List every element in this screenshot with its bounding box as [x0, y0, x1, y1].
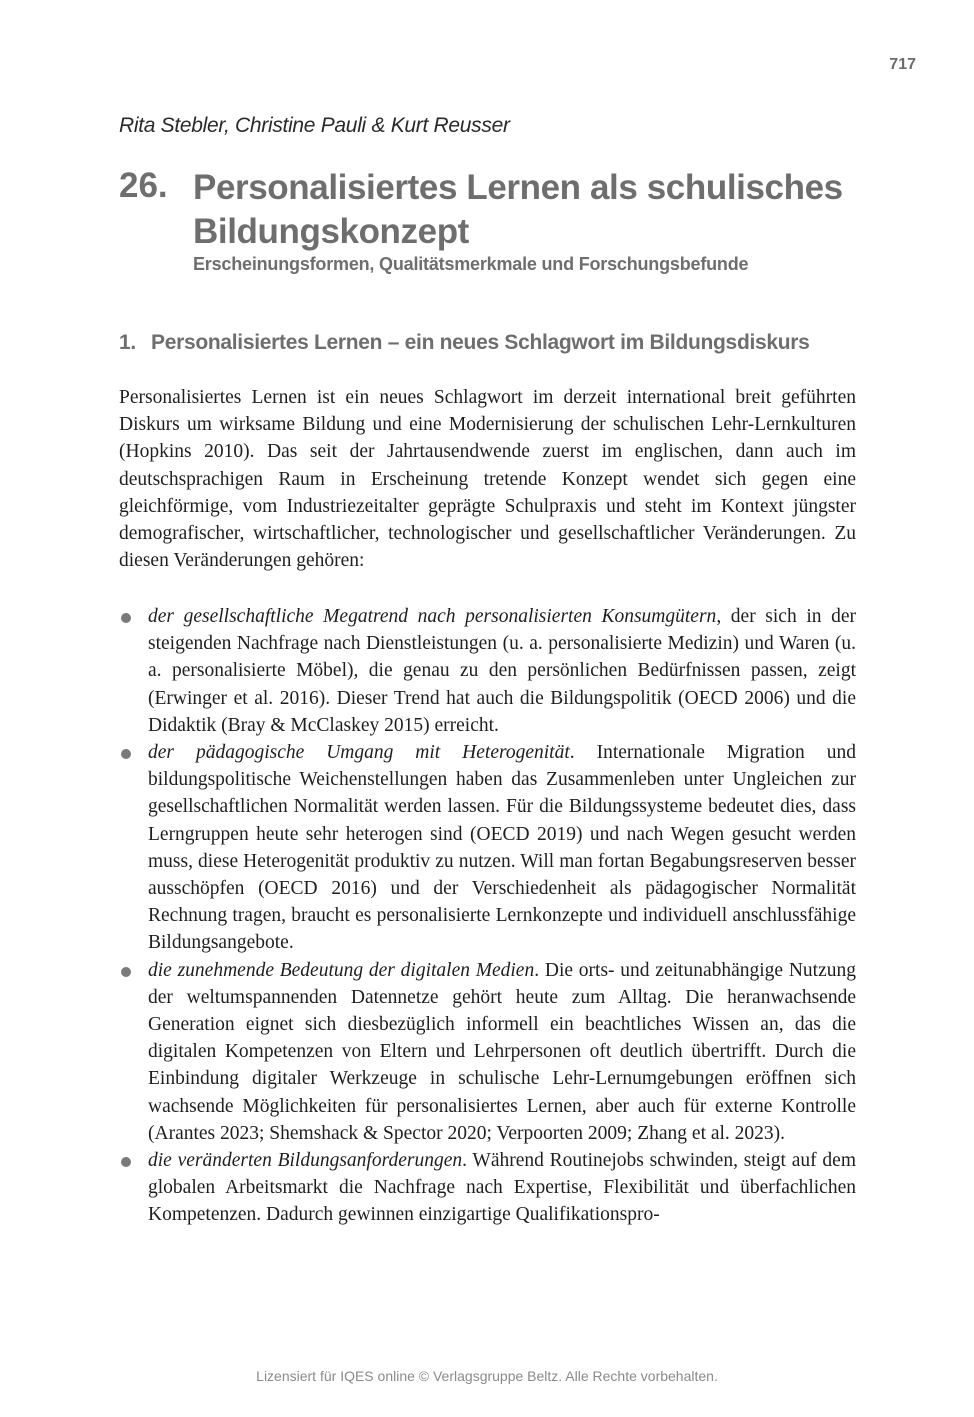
intro-paragraph: Personalisiertes Lernen ist ein neues Schlagwort im derzeit international breit geführten Diskurs um wirksame Bildung und eine Modernisierung der schulischen Lehr-Lernkulturen (Hopkins 2010). Das seit der Jahrtausendwende zuerst im englischen, dann auch im deutschsprachigen Raum in Erscheinung tretende Konzept wendet sich gegen eine gleichförmige, vom Industriezeitalter geprägte Schulpraxis und steht im Kontext jüngster demografischer, wirtschaftlicher, technologischer und gesellschaftlicher Veränderungen. Zu diesen Veränderungen gehören:: [119, 387, 856, 572]
list-item: [119, 1147, 856, 1229]
bullet-lead: der gesellschaftliche Megatrend nach personalisierten Konsumgütern: [148, 606, 717, 627]
bullet-text: . Internationale Migration und bildungspolitische Weichenstellungen haben das Zusammenleben unter Ungleichen zur gesellschaftlichen Normalität werden lassen. Für die Bildungssysteme bedeutet dies, dass Lerngruppen heute sehr heterogen sind (OECD 2019) und nach Wegen gesucht werden muss, diese Heterogenität produktiv zu nutzen. Will man fortan Begabungsreserven besser ausschöpfen (OECD 2016) und der Verschiedenheit als pädagogischer Normalität Rechnung tragen, braucht es personalisierte Lernkonzepte und individuell anschlussfähige Bildungsangebote.: [148, 742, 856, 954]
bullet-text: . Während Routinejobs schwinden, steigt auf dem globalen Arbeitsmarkt die Nachfrage nach Expertise, Flexibilität und überfachlichen Kompetenzen. Dadurch gewinnen einzigartige Qualifikationspro-: [148, 1150, 856, 1226]
list-item: [119, 957, 856, 1147]
chapter-number: 26.: [119, 166, 168, 205]
bullet-text: . Die orts- und zeitunabhängige Nutzung der weltumspannenden Datennetze gehört heute zum Alltag. Die heranwachsende Generation eignet sich diesbezüglich informell ein beachtliches Wissen an, das die digitalen Kompetenzen von Eltern und Lehrpersonen oft deutlich übertrifft. Durch die Einbindung digitaler Werkzeuge in schulische Lehr-Lernumgebungen eröffnen sich wachsende Möglichkeiten für personalisiertes Lernen, aber auch für externe Kontrolle (Arantes 2023; Shemshack & Spector 2020; Verpoorten 2009; Zhang et al. 2023).: [148, 959, 856, 1144]
license-footer: Lizensiert für IQES online © Verlagsgruppe Beltz. Alle Rechte vorbehalten.: [256, 1368, 718, 1384]
bullet-lead: die zunehmende Bedeutung der digitalen Medien: [148, 959, 535, 981]
bullet-text: , der sich in der steigenden Nachfrage nach Dienstleistungen (u. a. personalisierte Medizin) und Waren (u. a. personalisierte Möbel), die genau zu den persönlichen Bedürfnissen passen, zeigt (Erwinger et al. 2016). Dieser Trend hat auch die Bildungspolitik (OECD 2006) und die Didaktik (Bray & McClaskey 2015) erreicht.: [148, 606, 856, 736]
bullet-lead: die veränderten Bildungsanforderungen: [148, 1150, 463, 1172]
chapter-subtitle: Erscheinungsformen, Qualitätsmerkmale und Forschungsbefunde: [193, 254, 749, 274]
list-item: [119, 739, 856, 957]
section-title: Personalisiertes Lernen – ein neues Schlagwort im Bildungsdiskurs: [151, 331, 810, 354]
page-number: 717: [889, 56, 916, 73]
bullet-list: [119, 603, 856, 1229]
section-heading: [119, 331, 810, 355]
bullet-icon: [121, 613, 131, 623]
section-number: 1.: [119, 331, 136, 354]
list-item: [119, 603, 856, 739]
bullet-lead: der pädagogische Umgang mit Heterogenität: [148, 742, 570, 764]
bullet-icon: [121, 967, 131, 977]
bullet-icon: [121, 749, 131, 759]
chapter-title: Personalisiertes Lernen als schulisches Bildungskonzept: [193, 168, 843, 251]
bullet-icon: [121, 1157, 131, 1167]
chapter-authors: Rita Stebler, Christine Pauli & Kurt Reusser: [119, 114, 510, 137]
